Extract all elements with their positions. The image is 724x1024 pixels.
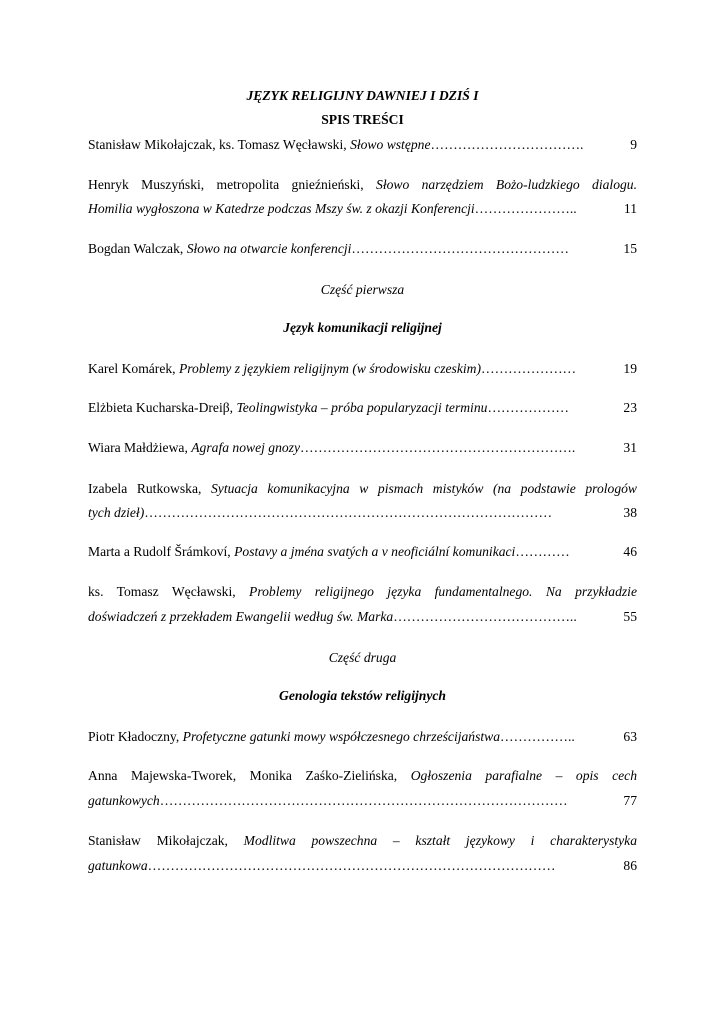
toc-entry-9-line-1 bbox=[88, 584, 637, 600]
entry-author: Henryk Muszyński, metropolita gnieźnieński, bbox=[88, 177, 377, 192]
entry-title-part-1: Modlitwa powszechna – kształt językowy i charakterystyka bbox=[243, 833, 637, 848]
entry-page-number: 86 bbox=[623, 858, 637, 873]
entry-title: Teolingwistyka – próba popularyzacji terminu bbox=[236, 400, 488, 415]
entry-leader: ……………………………………………………………………………… bbox=[144, 505, 553, 520]
entry-title: Postavy a jména svatých a v neoficiální komunikaci bbox=[234, 544, 516, 559]
entry-author: Piotr Kładoczny, bbox=[88, 729, 183, 744]
toc-entry-6 bbox=[88, 440, 637, 456]
entry-page-number: 23 bbox=[623, 400, 637, 415]
entry-title-part-1: Problemy religijnego języka fundamentalnego. Na przykładzie bbox=[249, 584, 637, 599]
entry-title-part-1: Sytuacja komunikacyjna w pismach mistyków (na podstawie prologów bbox=[210, 481, 638, 496]
entry-author: Bogdan Walczak, bbox=[88, 241, 187, 256]
entry-page-number: 55 bbox=[623, 609, 637, 624]
entry-author: Karel Komárek, bbox=[88, 361, 179, 376]
entry-leader: ……………………………………………………. bbox=[300, 440, 576, 455]
entry-page-number: 31 bbox=[623, 440, 637, 455]
toc-entry-7-line-1 bbox=[88, 481, 637, 497]
entry-author: Wiara Małdżiewa, bbox=[88, 440, 192, 455]
book-title: JĘZYK RELIGIJNY DAWNIEJ I DZIŚ I bbox=[246, 88, 479, 103]
entry-author: Izabela Rutkowska, bbox=[88, 481, 211, 496]
entry-title: Profetyczne gatunki mowy współczesnego chrześcijaństwa bbox=[182, 729, 501, 744]
toc-entry-12-line-2 bbox=[88, 858, 637, 874]
toc-entry-2-line-1 bbox=[88, 177, 637, 193]
toc-entry-4 bbox=[88, 361, 637, 377]
entry-title-part-1: Słowo narzędziem Bożo-ludzkiego dialogu. bbox=[376, 177, 637, 192]
entry-title-part-2: gatunkowych bbox=[88, 793, 160, 808]
entry-page-number: 9 bbox=[630, 137, 637, 152]
toc-entry-1 bbox=[88, 137, 637, 153]
toc-entry-8 bbox=[88, 544, 637, 560]
entry-title: Słowo wstępne bbox=[350, 137, 431, 152]
entry-leader: …………….. bbox=[500, 729, 575, 744]
entry-leader: ………………….. bbox=[474, 201, 577, 216]
part-title-1: Język komunikacji religijnej bbox=[283, 320, 442, 335]
entry-leader: ……………………………. bbox=[430, 137, 584, 152]
entry-title: Problemy z językiem religijnym (w środowisku czeskim) bbox=[178, 361, 481, 376]
entry-page-number: 77 bbox=[623, 793, 637, 808]
toc-heading: SPIS TREŚCI bbox=[321, 112, 404, 127]
entry-leader: ………………………………………… bbox=[351, 241, 569, 256]
entry-author: Elżbieta Kucharska-Dreiβ, bbox=[88, 400, 237, 415]
toc-entry-11-line-1 bbox=[88, 768, 637, 784]
entry-leader: ………………………………….. bbox=[393, 609, 577, 624]
entry-leader: ………… bbox=[515, 544, 570, 559]
part-label-1: Część pierwsza bbox=[320, 282, 405, 297]
entry-title-part-2: gatunkowa bbox=[88, 858, 148, 873]
entry-leader: ……………………………………………………………………………… bbox=[159, 793, 568, 808]
entry-leader: ……………………………………………………………………………… bbox=[147, 858, 556, 873]
entry-title-part-1: Ogłoszenia parafialne – opis cech bbox=[410, 768, 637, 783]
entry-title: Słowo na otwarcie konferencji bbox=[186, 241, 352, 256]
toc-entry-12-line-1 bbox=[88, 833, 637, 849]
entry-page-number: 11 bbox=[623, 201, 637, 216]
entry-page-number: 15 bbox=[623, 241, 637, 256]
entry-title-part-2: Homilia wygłoszona w Katedrze podczas Mszy św. z okazji Konferencji bbox=[88, 201, 475, 216]
entry-leader: ……………… bbox=[487, 400, 569, 415]
entry-author: Stanisław Mikołajczak, ks. Tomasz Węcławski, bbox=[88, 137, 351, 152]
entry-page-number: 38 bbox=[623, 505, 637, 520]
entry-page-number: 19 bbox=[623, 361, 637, 376]
entry-title: Agrafa nowej gnozy bbox=[191, 440, 300, 455]
toc-entry-2-line-2 bbox=[88, 201, 637, 217]
entry-page-number: 63 bbox=[623, 729, 637, 744]
entry-author: Anna Majewska-Tworek, Monika Zaśko-Zielińska, bbox=[88, 768, 411, 783]
entry-title-part-2: doświadczeń z przekładem Ewangelii według św. Marka bbox=[88, 609, 394, 624]
entry-author: Marta a Rudolf Šrámkoví, bbox=[88, 544, 235, 559]
part-label-2: Część druga bbox=[328, 650, 397, 665]
entry-leader: ………………… bbox=[480, 361, 577, 376]
entry-author: Stanisław Mikołajczak, bbox=[88, 833, 244, 848]
toc-entry-10 bbox=[88, 729, 637, 745]
toc-entry-9-line-2 bbox=[88, 609, 637, 625]
toc-entry-3 bbox=[88, 241, 637, 257]
toc-entry-7-line-2 bbox=[88, 505, 637, 521]
toc-entry-11-line-2 bbox=[88, 793, 637, 809]
entry-title-part-2: tych dzieł) bbox=[88, 505, 145, 520]
part-title-2: Genologia tekstów religijnych bbox=[279, 688, 446, 703]
entry-author: ks. Tomasz Węcławski, bbox=[88, 584, 250, 599]
toc-entry-5 bbox=[88, 400, 637, 416]
entry-page-number: 46 bbox=[623, 544, 637, 559]
